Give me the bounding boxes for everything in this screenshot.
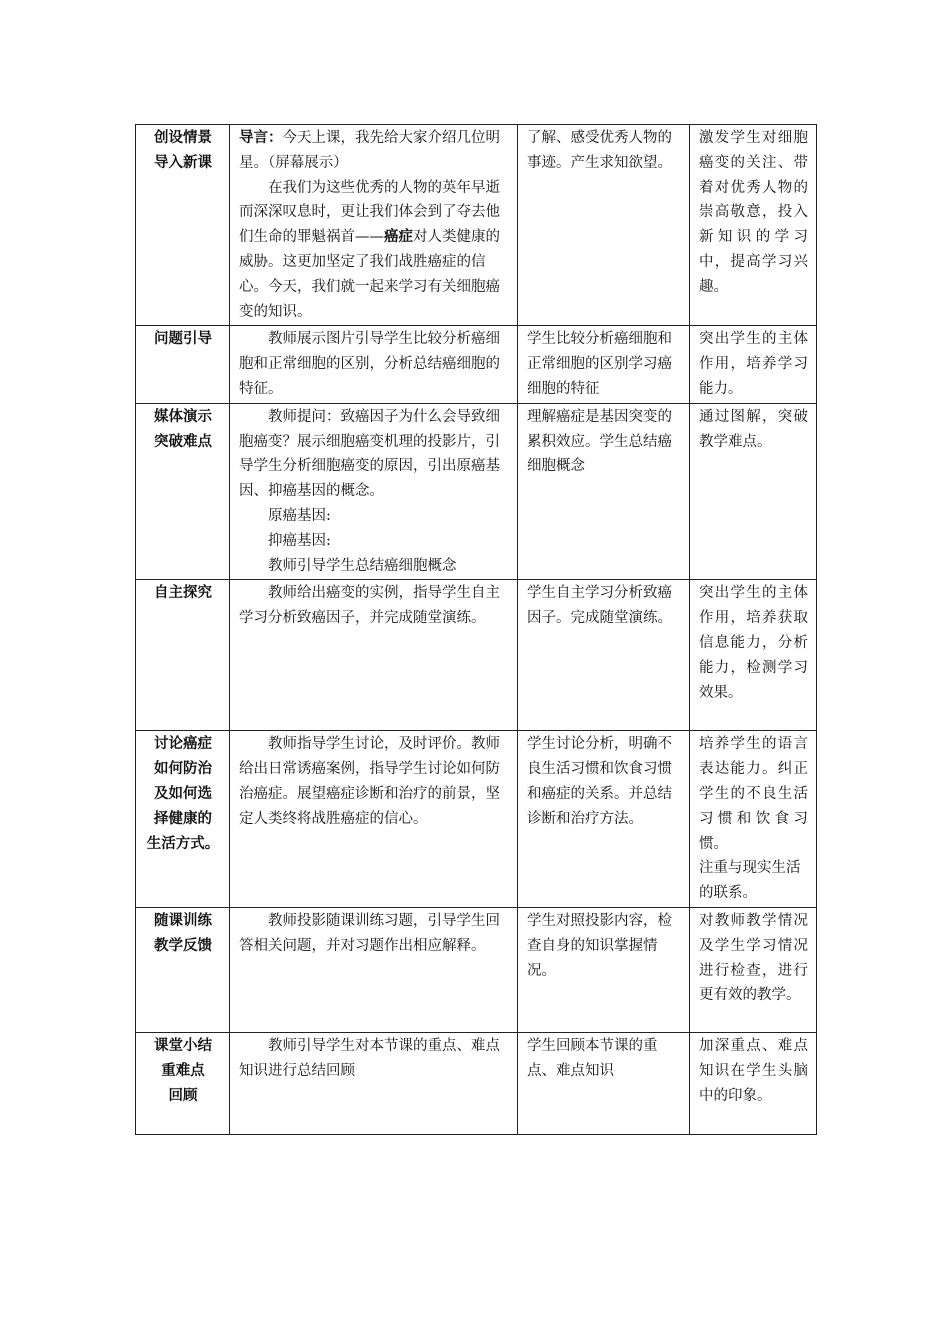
stage-label: 回顾 bbox=[168, 1087, 198, 1104]
teacher-activity-cell: 教师投影随课训练习题，引导学生回答相关问题，并对习题作出相应解释。 bbox=[230, 907, 518, 1032]
table-row bbox=[136, 907, 817, 1032]
stage-label: 重难点 bbox=[161, 1062, 205, 1079]
table-row bbox=[136, 1032, 817, 1134]
stage-cell bbox=[136, 403, 230, 580]
table-row bbox=[136, 580, 817, 731]
teacher-activity-cell: 教师指导学生讨论，及时评价。教师给出日常诱癌案例，指导学生讨论如何防治癌症。展望癌症诊断和治疗的前景，坚定人类终将战胜癌症的信心。 bbox=[230, 731, 518, 908]
lead-text: 今天上课，我先给大家介绍几位明星。（屏幕展示） bbox=[239, 130, 500, 171]
teacher-summary: 教师引导学生总结癌细胞概念 bbox=[268, 557, 457, 574]
teacher-activity-cell: 教师给出癌变的实例，指导学生自主学习分析致癌因子，并完成随堂演练。 bbox=[230, 580, 518, 731]
student-activity-cell: 学生自主学习分析致癌因子。完成随堂演练。 bbox=[518, 580, 690, 731]
stage-cell bbox=[136, 326, 230, 403]
stage-label: 如何防治 bbox=[154, 761, 212, 778]
intent-text: 培养学生的语言表达能力。纠正学生的不良生活习惯和饮食习惯。 bbox=[699, 736, 808, 852]
design-intent-cell: 突出学生的主体作用，培养学习能力。 bbox=[690, 326, 817, 403]
lesson-plan-table bbox=[135, 124, 817, 1135]
teacher-activity-cell bbox=[230, 125, 518, 326]
stage-label: 问题引导 bbox=[154, 331, 212, 348]
student-activity-cell: 学生对照投影内容，检查自身的知识掌握情况。 bbox=[518, 907, 690, 1032]
table-row bbox=[136, 125, 817, 326]
highlight-term: 癌症 bbox=[384, 229, 413, 246]
stage-label: 讨论癌症 bbox=[154, 736, 212, 753]
design-intent-cell: 对教师教学情况及学生学习情况进行检查，进行更有效的教学。 bbox=[690, 907, 817, 1032]
stage-label: 自主探究 bbox=[154, 585, 212, 602]
stage-label: 课堂小结 bbox=[154, 1037, 212, 1054]
table-row bbox=[136, 731, 817, 908]
lead-label: 导言： bbox=[239, 130, 283, 146]
student-activity-cell: 理解癌症是基因突变的累积效应。学生总结癌细胞概念 bbox=[518, 403, 690, 580]
design-intent-cell: 突出学生的主体作用，培养获取信息能力，分析能力，检测学习效果。 bbox=[690, 580, 817, 731]
student-activity-cell: 学生回顾本节课的重点、难点知识 bbox=[518, 1032, 690, 1134]
stage-label: 导入新课 bbox=[154, 154, 212, 171]
stage-label: 及如何选 bbox=[154, 785, 212, 802]
table-row bbox=[136, 403, 817, 580]
student-activity-cell: 学生比较分析癌细胞和正常细胞的区别学习癌细胞的特征 bbox=[518, 326, 690, 403]
intro-text: 在我们为这些优秀的人物的英年早逝而深深叹息时，更让我们体会到了夺去他们生命的罪魁祸首—— bbox=[239, 179, 500, 246]
stage-cell bbox=[136, 907, 230, 1032]
tumor-suppressor-label: 抑癌基因: bbox=[268, 532, 331, 549]
table-row bbox=[136, 326, 817, 403]
intent-text: 注重与现实生活的联系。 bbox=[699, 860, 801, 902]
design-intent-cell: 加深重点、难点知识在学生头脑中的印象。 bbox=[690, 1032, 817, 1134]
design-intent-cell bbox=[690, 731, 817, 908]
teacher-activity-cell: 教师展示图片引导学生比较分析癌细胞和正常细胞的区别，分析总结癌细胞的特征。 bbox=[230, 326, 518, 403]
stage-label: 突破难点 bbox=[154, 433, 212, 450]
intro-text-cont: 对人类健康的威胁。这更加坚定了我们战胜癌症的信心。今天，我们就一起来学习有关细胞癌变的知识。 bbox=[239, 229, 500, 320]
stage-label: 生活方式。 bbox=[146, 835, 220, 852]
stage-label: 择健康的 bbox=[154, 810, 212, 827]
stage-label: 媒体演示 bbox=[154, 408, 212, 425]
stage-cell bbox=[136, 731, 230, 908]
stage-label: 教学反馈 bbox=[154, 937, 212, 954]
stage-cell bbox=[136, 125, 230, 326]
oncogene-label: 原癌基因: bbox=[268, 507, 331, 524]
stage-label: 创设情景 bbox=[154, 130, 212, 146]
teacher-question: 教师提问：致癌因子为什么会导致细胞癌变？展示细胞癌变机理的投影片，引导学生分析细胞癌变的原因，引出原癌基因、抑癌基因的概念。 bbox=[239, 408, 500, 500]
design-intent-cell: 通过图解，突破教学难点。 bbox=[690, 403, 817, 580]
student-activity-cell: 了解、感受优秀人物的事迹。产生求知欲望。 bbox=[518, 125, 690, 326]
teacher-activity-cell: 教师引导学生对本节课的重点、难点知识进行总结回顾 bbox=[230, 1032, 518, 1134]
student-activity-cell: 学生讨论分析，明确不良生活习惯和饮食习惯和癌症的关系。并总结诊断和治疗方法。 bbox=[518, 731, 690, 908]
stage-cell bbox=[136, 1032, 230, 1134]
design-intent-cell: 激发学生对细胞癌变的关注、带着对优秀人物的崇高敬意，投入新知识的学习中，提高学习兴趣。 bbox=[690, 125, 817, 326]
stage-cell bbox=[136, 580, 230, 731]
stage-label: 随课训练 bbox=[154, 912, 212, 929]
teacher-activity-cell bbox=[230, 403, 518, 580]
